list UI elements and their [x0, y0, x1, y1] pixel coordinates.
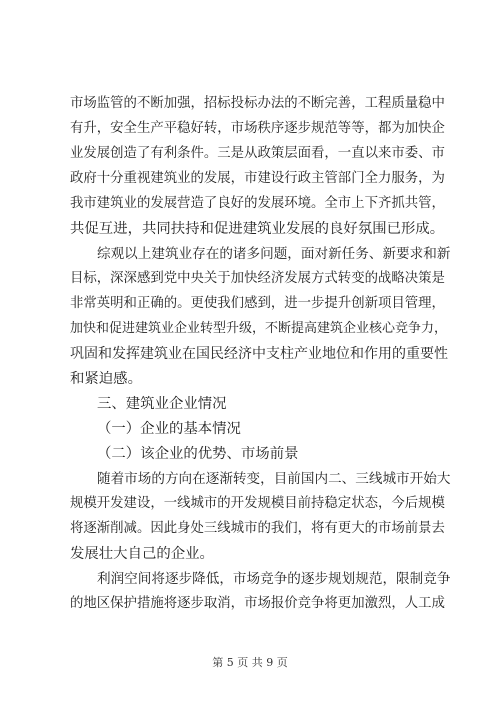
- text-line: 市场监管的不断加强，招标投标办法的不断完善，工程质量稳中: [70, 96, 445, 111]
- text-line: 政府十分重视建筑业的发展，市建设行政主管部门全力服务，为: [70, 171, 445, 186]
- text-line: 巩固和发挥建筑业在国民经济中支柱产业地位和作用的重要性: [70, 346, 448, 362]
- text-line: 共促互进，共同扶持和促进建筑业发展的良好氛围已形成。: [70, 221, 445, 237]
- text-line: 规模开发建设，一线城市的开发规模目前持稳定状态，今后规模: [70, 496, 445, 511]
- page-footer: 第 5 页 共 9 页: [212, 656, 288, 669]
- text-line: 有升，安全生产平稳好转，市场秩序逐步规范等等，都为加快企: [70, 121, 445, 136]
- subsection-heading: （二）该企业的优势、市场前景: [97, 446, 299, 462]
- text-line: 非常英明和正确的。更使我们感到，进一步提升创新项目管理，: [70, 296, 445, 311]
- text-line: 综观以上建筑业存在的诸多问题，面对新任务、新要求和新: [97, 246, 451, 262]
- section-heading: 三、建筑业企业情况: [97, 396, 227, 412]
- text-line: 随着市场的方向在逐渐转变，目前国内二、三线城市开始大: [97, 471, 451, 487]
- text-line: 加快和促进建筑业企业转型升级，不断提高建筑企业核心竞争力，: [70, 321, 448, 336]
- text-line: 将逐渐削减。因此身处三线城市的我们，将有更大的市场前景去: [70, 521, 445, 536]
- text-line: 我市建筑业的发展营造了良好的发展环境。全市上下齐抓共管，: [70, 196, 445, 211]
- text-line: 发展壮大自己的企业。: [70, 546, 214, 562]
- text-line: 的地区保护措施将逐步取消，市场报价竞争将更加激烈，人工成: [70, 596, 445, 611]
- text-line: 利润空间将逐步降低，市场竞争的逐步规划规范，限制竞争: [97, 571, 451, 587]
- text-line: 和紧迫感。: [70, 371, 142, 387]
- text-line: 业发展创造了有利条件。三是从政策层面看，一直以来市委、市: [70, 146, 445, 161]
- text-line: 目标，深深感到党中央关于加快经济发展方式转变的战略决策是: [70, 271, 445, 286]
- subsection-heading: （一）企业的基本情况: [97, 421, 241, 437]
